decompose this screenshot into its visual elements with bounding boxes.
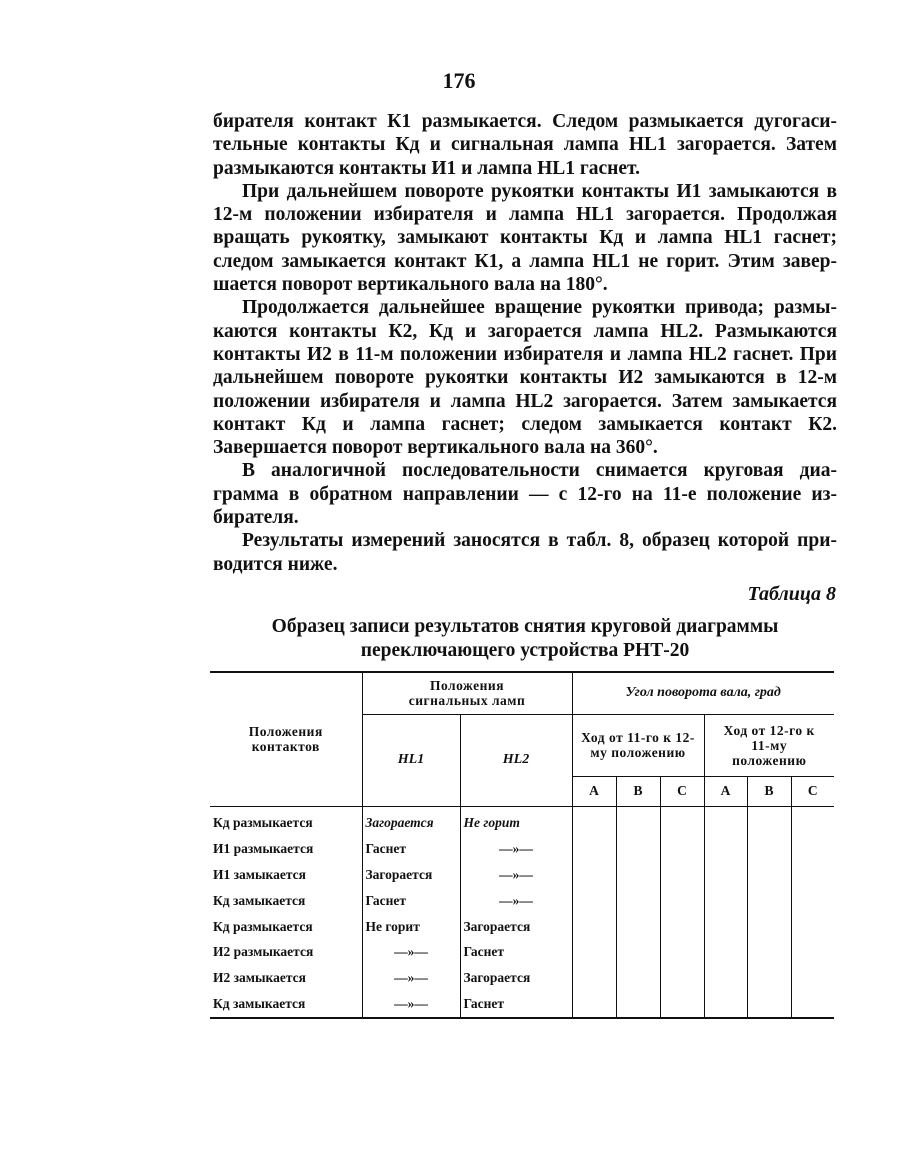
hl1-cell: —»— bbox=[362, 991, 460, 1018]
hl2-cell: Не горит bbox=[460, 806, 572, 836]
header-contacts: Положения контактов bbox=[210, 672, 362, 806]
header-direction-11-12: Ход от 11-го к 12-му положению bbox=[572, 714, 704, 776]
contact-cell: И2 замыкается bbox=[210, 965, 362, 991]
hl2-cell: —»— bbox=[460, 862, 572, 888]
header-hl2: HL2 bbox=[460, 714, 572, 806]
hl2-cell: —»— bbox=[460, 836, 572, 862]
paragraph-5: Результаты измерений заносятся в табл. 8, образец которой приводится ниже. bbox=[213, 530, 837, 575]
header-phase-a-2: A bbox=[704, 776, 747, 806]
table-row bbox=[210, 965, 834, 991]
contact-cell: И2 размыкается bbox=[210, 939, 362, 965]
contact-cell: Кд размыкается bbox=[210, 914, 362, 940]
table-row bbox=[210, 862, 834, 888]
contact-cell: Кд замыкается bbox=[210, 991, 362, 1018]
hl1-cell: Не горит bbox=[362, 914, 460, 940]
table-title-line-2: переключающего устройства РНТ-20 bbox=[360, 640, 690, 661]
header-phase-c-1: C bbox=[660, 776, 704, 806]
hl1-cell: Гаснет bbox=[362, 836, 460, 862]
contact-cell: И1 размыкается bbox=[210, 836, 362, 862]
table-row bbox=[210, 914, 834, 940]
paragraph-3: Продолжается дальнейшее вращение рукоятки привода; размыкаются контакты К2, Кд и загорается лампа HL2. Размыкаются контакты И2 в 11-м положении избирателя и лампа HL2 гаснет. При дальнейшем повороте рукоятки контакты И2 замыкаются в 12-м положении избирателя и лампа HL2 загорается. Затем замыкается контакт Кд и лампа гаснет; следом замыкается контакт К2. Завершается поворот вертикального вала на 360°. bbox=[213, 297, 837, 459]
body-text bbox=[213, 110, 837, 576]
hl2-cell: Загорается bbox=[460, 914, 572, 940]
table-title bbox=[213, 615, 837, 663]
contact-cell: И1 замыкается bbox=[210, 862, 362, 888]
header-lamps: Положения сигнальных ламп bbox=[362, 672, 572, 714]
header-phase-b-2: B bbox=[747, 776, 791, 806]
hl1-cell: Загорается bbox=[362, 806, 460, 836]
table-row bbox=[210, 939, 834, 965]
hl1-cell: Загорается bbox=[362, 862, 460, 888]
header-phase-a-1: A bbox=[572, 776, 616, 806]
table-row bbox=[210, 836, 834, 862]
table-row bbox=[210, 888, 834, 914]
contact-cell: Кд размыкается bbox=[210, 806, 362, 836]
hl1-cell: Гаснет bbox=[362, 888, 460, 914]
hl2-cell: Загорается bbox=[460, 965, 572, 991]
table-title-line-1: Образец записи результатов снятия круговой диаграммы bbox=[271, 616, 779, 637]
paragraph-4: В аналогичной последовательности снимается круговая диаграмма в обратном направлении — с 12-го на 11-е положение избирателя. bbox=[213, 460, 837, 529]
results-table bbox=[210, 671, 834, 1019]
hl2-cell: Гаснет bbox=[460, 991, 572, 1018]
header-direction-12-11: Ход от 12-го к 11-му положению bbox=[704, 714, 834, 776]
table-label: Таблица 8 bbox=[747, 583, 836, 605]
paragraph-2: При дальнейшем повороте рукоятки контакты И1 замыкаются в 12-м положении избирателя и лампа HL1 загорается. Продолжая вращать рукоятку, замыкают контакты Кд и лампа HL1 гаснет; следом замыкается контакт К1, а лампа HL1 не горит. Этим завершается поворот вертикального вала на 180°. bbox=[213, 180, 837, 296]
paragraph-1: бирателя контакт К1 размыкается. Следом размыкается дугогасительные контакты Кд и сигнальная лампа HL1 загорается. Затем размыкаются контакты И1 и лампа HL1 гаснет. bbox=[213, 111, 837, 179]
header-angle: Угол поворота вала, град bbox=[572, 672, 834, 714]
hl1-cell: —»— bbox=[362, 939, 460, 965]
header-phase-c-2: C bbox=[791, 776, 834, 806]
hl2-cell: —»— bbox=[460, 888, 572, 914]
table-row bbox=[210, 991, 834, 1018]
header-hl1: HL1 bbox=[362, 714, 460, 806]
header-phase-b-1: B bbox=[616, 776, 660, 806]
hl2-cell: Гаснет bbox=[460, 939, 572, 965]
contact-cell: Кд замыкается bbox=[210, 888, 362, 914]
table-row bbox=[210, 806, 834, 836]
hl1-cell: —»— bbox=[362, 965, 460, 991]
page-number: 176 bbox=[442, 68, 476, 93]
